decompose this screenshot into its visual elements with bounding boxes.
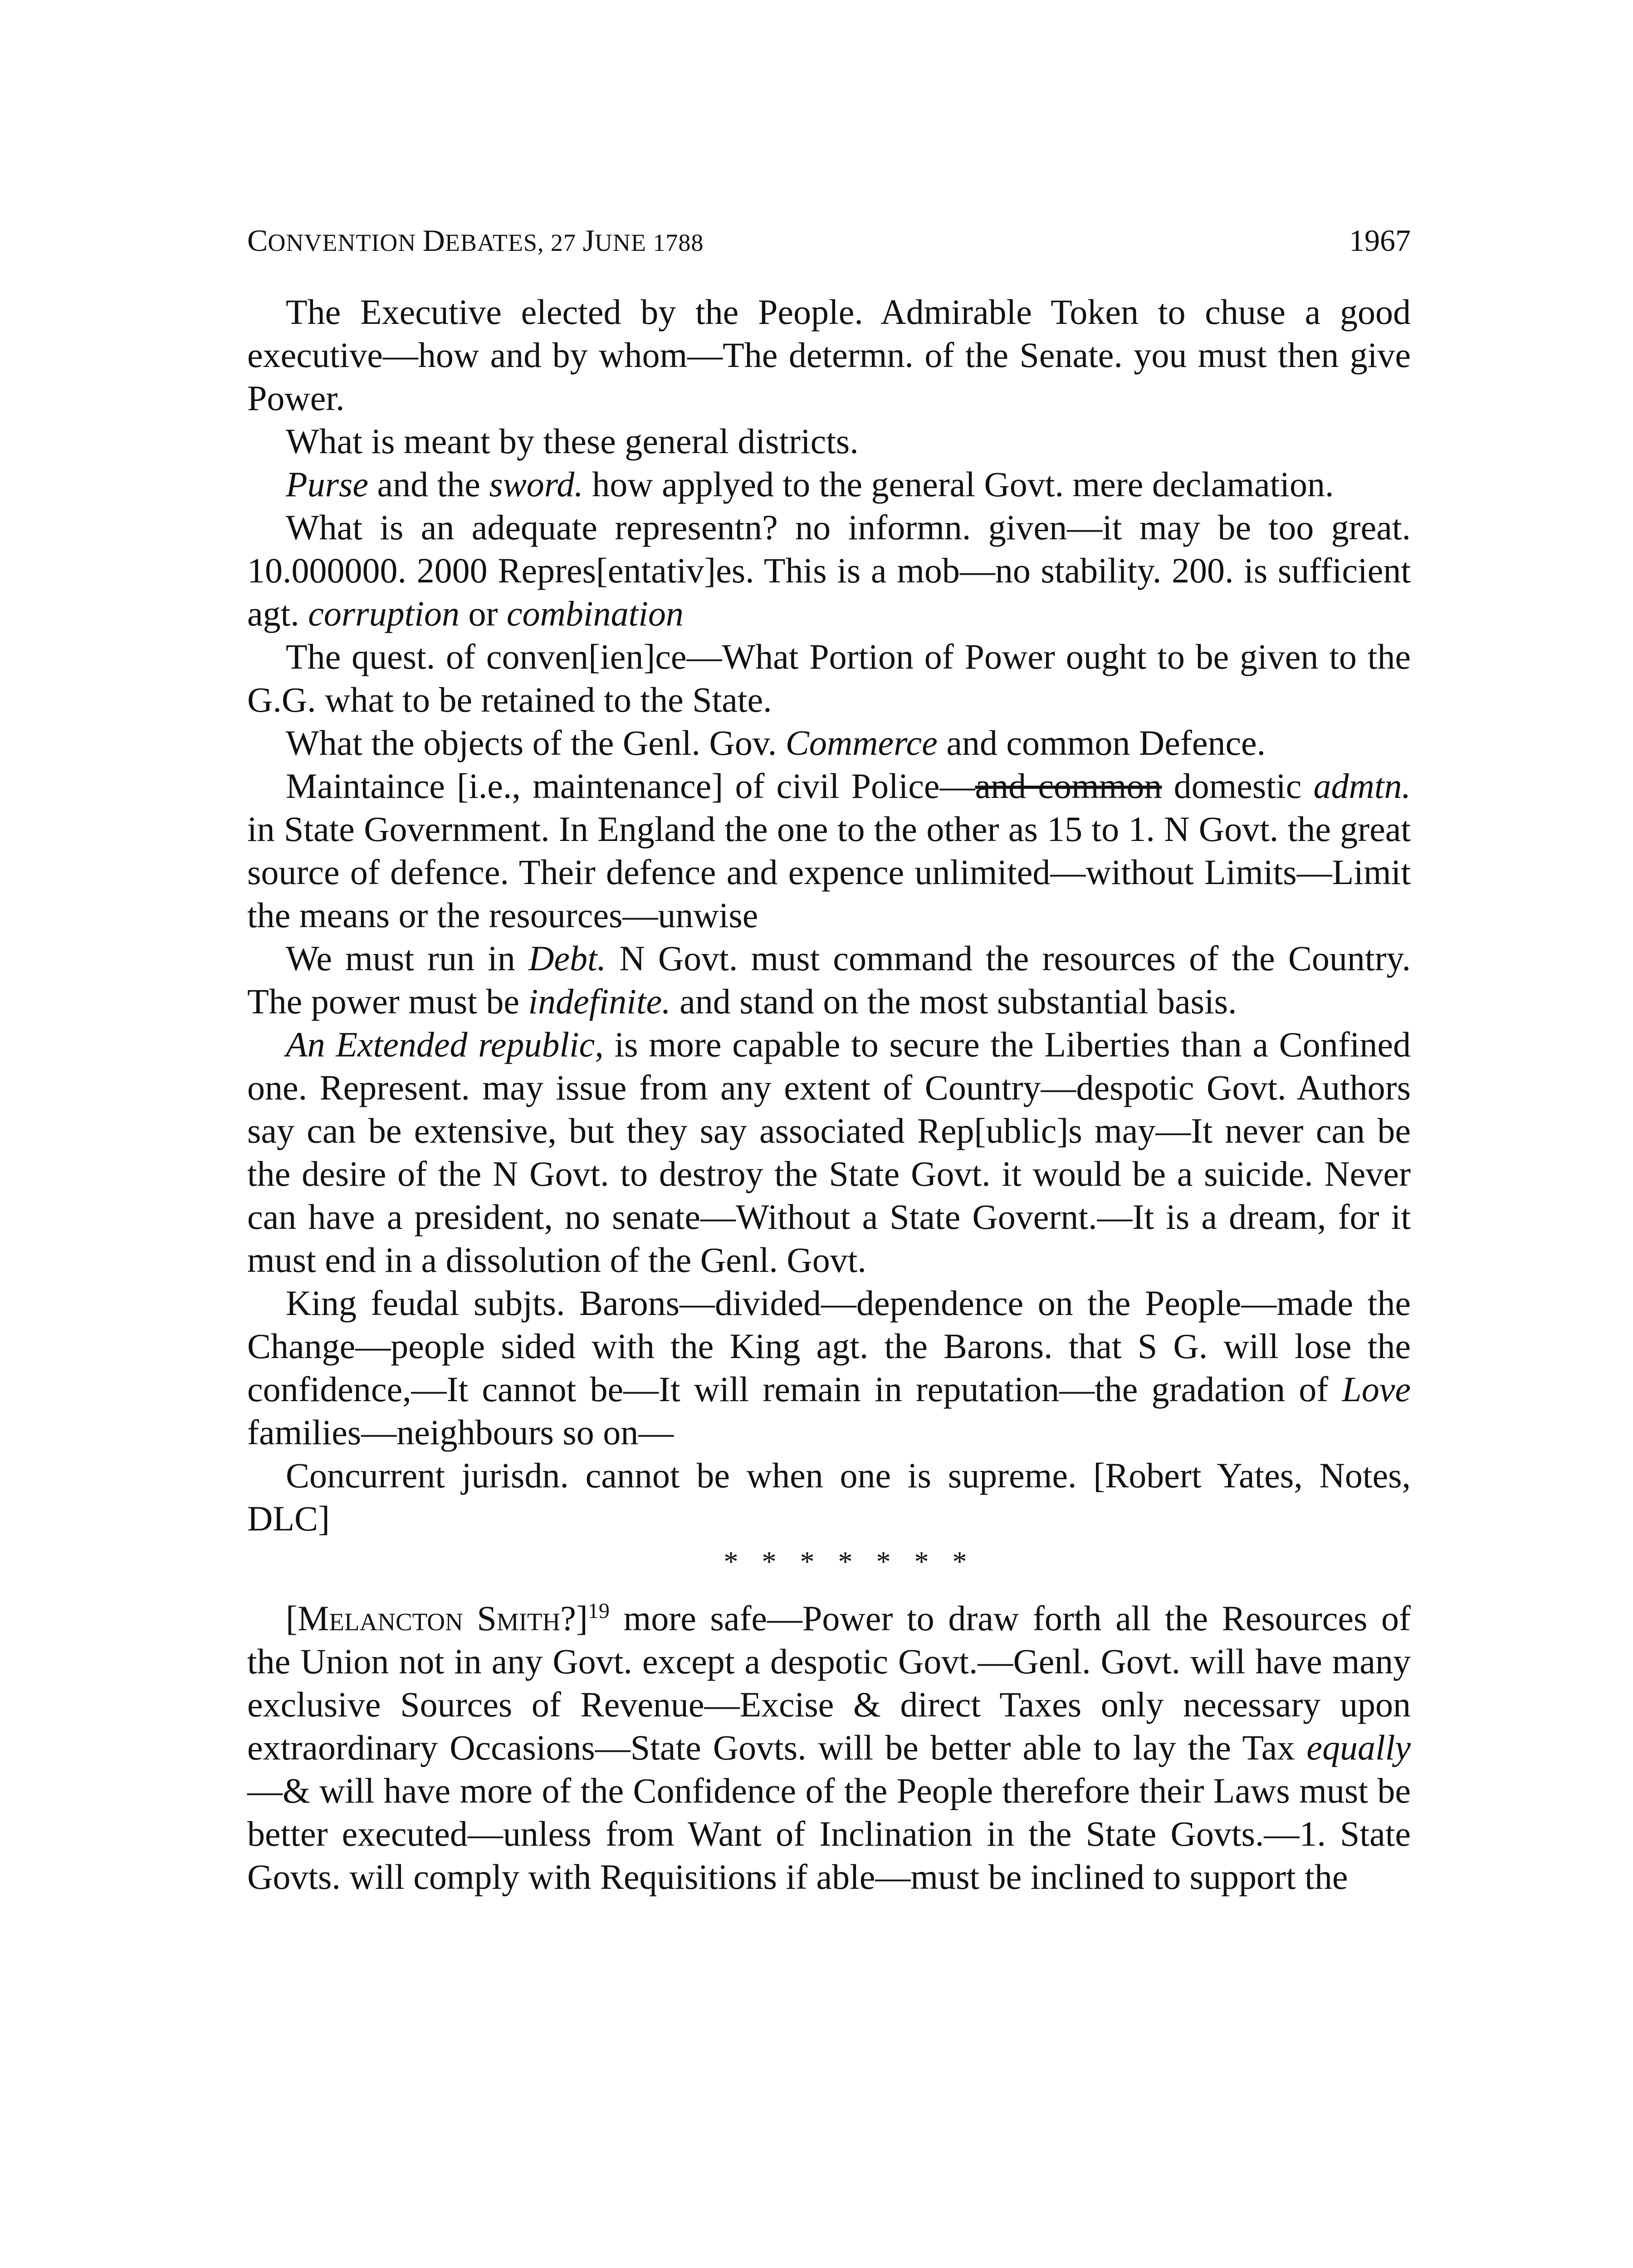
italic-text: An Extended republic, (286, 1025, 604, 1064)
italic-text: admtn. (1313, 766, 1411, 806)
paragraph (247, 420, 1411, 463)
paragraph (247, 764, 1411, 937)
running-head (247, 222, 1411, 259)
text-run: and common Defence. (937, 723, 1266, 763)
text-run: The Executive elected by the People. Admirable Token to chuse a good executive—how and by whom—The determn. of the Senate. you must then give Power. (247, 292, 1411, 418)
running-head-title: CONVENTION DEBATES, 27 JUNE 1788 (247, 223, 704, 258)
text-run: Maintaince [i.e., maintenance] of civil Police— (286, 766, 975, 806)
paragraph (247, 937, 1411, 1023)
paragraph (247, 463, 1411, 506)
text-run: and stand on the most substantial basis. (670, 982, 1237, 1021)
text-run: The quest. of conven[ien]ce—What Portion of Power ought to be given to the G.G. what to be retained to the State. (247, 637, 1411, 719)
text-run: domestic (1162, 766, 1314, 806)
text-run: and the (368, 464, 489, 504)
text-run: What is an adequate representn? no informn. given—it may be too great. 10.000000. 2000 Repres[entativ]es. This is a mob—no stability. 200. is sufficient agt. (247, 508, 1411, 633)
paragraph (247, 1023, 1411, 1281)
page-number: 1967 (1349, 223, 1411, 258)
paragraph (247, 635, 1411, 721)
paragraph (247, 1281, 1411, 1454)
text-run: how applyed to the general Govt. mere declamation. (583, 464, 1334, 504)
struck-text: and common (975, 766, 1162, 806)
speaker-name: Melancton Smith (297, 1598, 561, 1638)
italic-text: Debt. (528, 938, 606, 978)
text-run: King feudal subjts. Barons—divided—dependence on the People—made the Change—people sided with the King agt. the Barons. that S G. will lose the confidence,—It cannot be—It will remain in reputation—the gradation of (247, 1283, 1411, 1409)
paragraph (247, 1454, 1411, 1540)
paragraph (247, 290, 1411, 420)
italic-text: indefinite. (528, 982, 671, 1021)
italic-text: Purse (286, 464, 368, 504)
text-run: or (459, 594, 507, 633)
section-separator: * * * * * * * (724, 1545, 975, 1578)
italic-text: corruption (308, 594, 460, 633)
italic-text: Commerce (785, 723, 938, 763)
paragraph (247, 506, 1411, 635)
text-run: families—neighbours so on— (247, 1413, 674, 1452)
text-run: N Govt. must command the resources of the Country. The power must be (247, 938, 1411, 1021)
text-run: What is meant by these general districts. (286, 421, 859, 461)
italic-text: combination (506, 594, 684, 633)
text-run: We must run in (286, 938, 529, 978)
body-text (247, 290, 1411, 1540)
paragraph (247, 721, 1411, 764)
text-run: in State Government. In England the one to the other as 15 to 1. N Govt. the great source of defence. Their defence and expence unlimited—without Limits—Limit the means or the resources—unwise (247, 809, 1411, 935)
italic-text: sword. (489, 464, 583, 504)
text-run: is more capable to secure the Liberties than a Confined one. Represent. may issue from any extent of Country—despotic Govt. Authors say can be extensive, but they say associated Rep[ublic]s may—It never can be the desire of the N Govt. to destroy the State Govt. it would be a suicide. Never can have a president, no senate—Without a State Governt.—It is a dream, for it must end in a dissolution of the Genl. Govt. (247, 1025, 1411, 1280)
speaker-paragraph: [Melancton Smith?]$^{19}$ more safe—Power to draw forth all the Resources of the Union not in any Govt. except a despotic Govt.—Genl. Govt. will have many exclusive Sources of Revenue—Excise & direct Taxes only necessary upon extraordinary Occasions—State Govts. will be better able to lay the Tax equally—& will have more of the Confidence of the People therefore their Laws must be better executed—unless from Want of Inclination in the State Govts.—1. State Govts. will comply with Requisitions if able—must be inclined to support the (247, 1598, 1411, 1897)
document-page (247, 222, 1411, 1898)
italic-text: Love (1342, 1369, 1411, 1409)
text-run: Concurrent jurisdn. cannot be when one is supreme. [Robert Yates, Notes, DLC] (247, 1456, 1411, 1538)
text-run: What the objects of the Genl. Gov. (286, 723, 786, 763)
footnote-ref: 19 (587, 1599, 610, 1623)
